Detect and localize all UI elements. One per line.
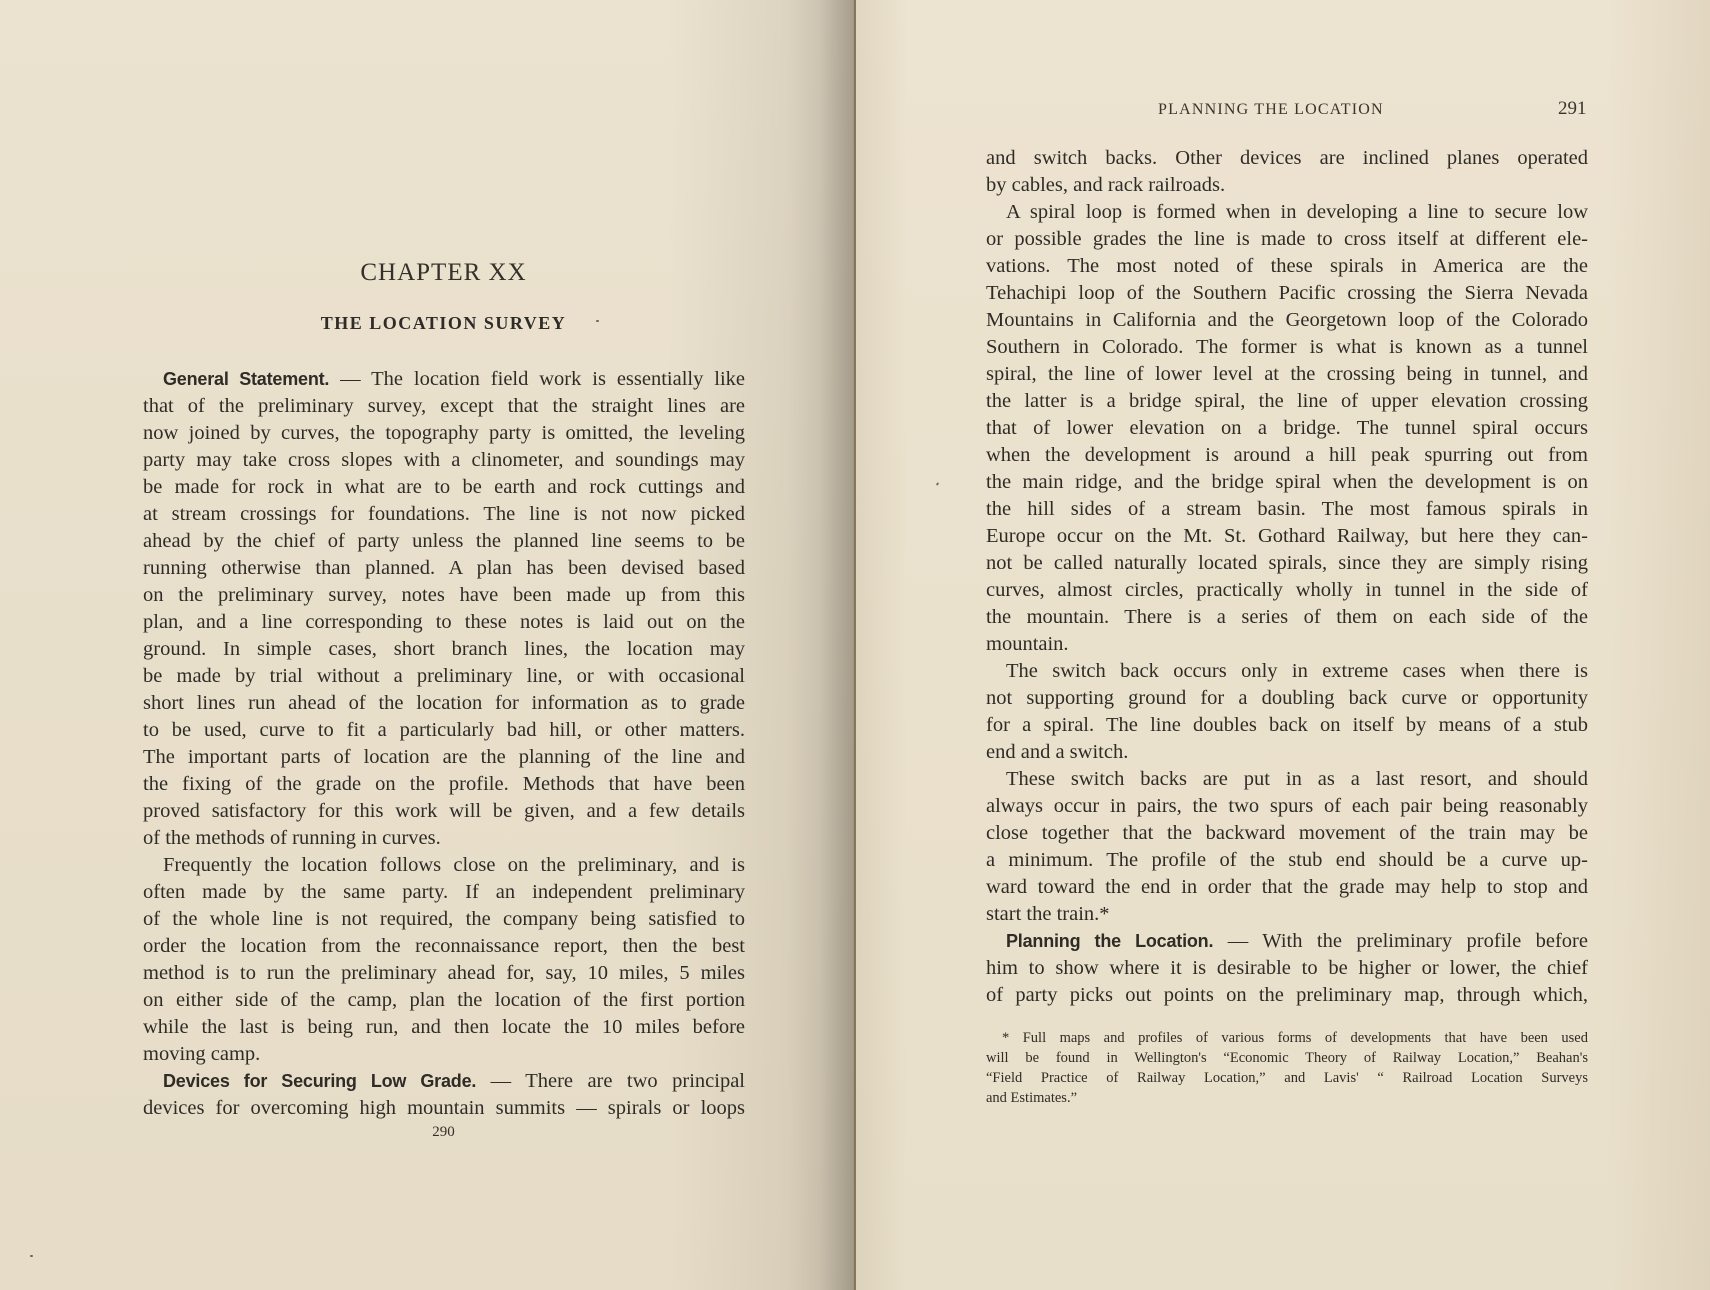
paragraph-devices-low-grade: Devices for Securing Low Grade. — There are two principal devices for overcoming high mountain summits — spirals or loops <box>143 1070 745 1119</box>
paragraph-switch-backs-pairs: These switch backs are put in as a last resort, and should always occur in pairs, the two spurs of each pair being reasonably close together that the backward movement of the train may be a minimum. The profile of the stub end should be a curve up- ward toward the end in order that the grade may help to stop and start the train.* <box>986 768 1588 925</box>
paragraph-general-statement: General Statement. — The location field work is essentially like that of the preliminary survey, except that the straight lines are now joined by curves, the topography party is omitted, the leveling party may take cross slopes with a clinometer, and soundings may be made for rock in what are to be earth and rock cuttings and at stream crossings for foundations. The line is not now picked ahead by the chief of party unless the planned line seems to be running otherwise than planned. A plan has been devised based on the preliminary survey, notes have been made up from this plan, and a line corresponding to these notes is laid out on the ground. In simple cases, short branch lines, the location may be made by trial without a preliminary line, or with occasional short lines run ahead of the location for information as to grade to be used, curve to fit a particularly bad hill, or other matters. The important parts of location are the planning of the line and the fixing of the grade on the profile. Methods that have been proved satisfactory for this work will be given, and a few details of the methods of running in curves. <box>143 368 745 849</box>
paragraph-lead: Devices for Securing Low Grade. <box>163 1071 477 1091</box>
running-head: PLANNING THE LOCATION <box>1158 101 1384 118</box>
page-number-right: 291 <box>1558 98 1587 119</box>
paragraph-lead: Planning the Location. <box>1006 931 1214 951</box>
page-number-left: 290 <box>432 1124 455 1140</box>
paragraph-lead: General Statement. <box>163 369 330 389</box>
paragraph-spiral-loop: A spiral loop is formed when in developing a line to secure low or possible grades the line is made to cross itself at different ele- vations. The most noted of these spirals in America are the Tehachipi loop of the Southern Pacific crossing the Sierra Nevada Mountains in California and the Georgetown loop of the Colorado Southern in Colorado. The former is what is known as a tunnel spiral, the line of lower level at the crossing being in tunnel, and the latter is a bridge spiral, the line of upper elevation crossing that of lower elevation on a bridge. The tunnel spiral occurs when the development is around a hill peak spurring out from the main ridge, and the bridge spiral when the development is on the hill sides of a stream basin. The most famous spirals in Europe occur on the Mt. St. Gothard Railway, but here they can- not be called naturally located spirals, since they are simply rising curves, almost circles, practically wholly in tunnel in the side of the mountain. There is a series of them on each side of the mountain. <box>986 201 1588 655</box>
paper-speck <box>30 1255 33 1257</box>
paper-speck <box>936 482 939 486</box>
paragraph-frequently: Frequently the location follows close on the preliminary, and is often made by the same party. If an independent preliminary of the whole line is not required, the company being satisfied to order the location from the reconnaissance report, then the best method is to run the preliminary ahead for, say, 10 miles, 5 miles on either side of the camp, plan the location of the first portion while the last is being run, and then locate the 10 miles before moving camp. <box>143 854 745 1065</box>
section-title: THE LOCATION SURVEY <box>320 313 567 333</box>
right-text-column <box>986 145 1588 1009</box>
footnote: * Full maps and profiles of various forms of developments that have been used will be found in Wellington's “Economic Theory of Railway Location,” Beahan's “Field Practice of Railway Location,” and Lavis' “ Railroad Location Surveys and Estimates.” <box>986 1030 1588 1106</box>
paragraph-planning-location: Planning the Location. — With the preliminary profile before him to show where it is desirable to be higher or lower, the chief of party picks out points on the preliminary map, through which, <box>986 930 1588 1006</box>
paragraph-switch-back: The switch back occurs only in extreme cases when there is not supporting ground for a doubling back curve or opportunity for a spiral. The line doubles back on itself by means of a stub end and a switch. <box>986 660 1588 763</box>
left-text-column <box>143 366 745 1122</box>
right-page <box>856 0 1710 1290</box>
gutter-shadow <box>820 0 854 1290</box>
chapter-title: CHAPTER XX <box>360 259 527 286</box>
paper-speck <box>596 320 599 322</box>
paragraph-continued: and switch backs. Other devices are inclined planes operated by cables, and rack railroads. <box>986 147 1588 196</box>
